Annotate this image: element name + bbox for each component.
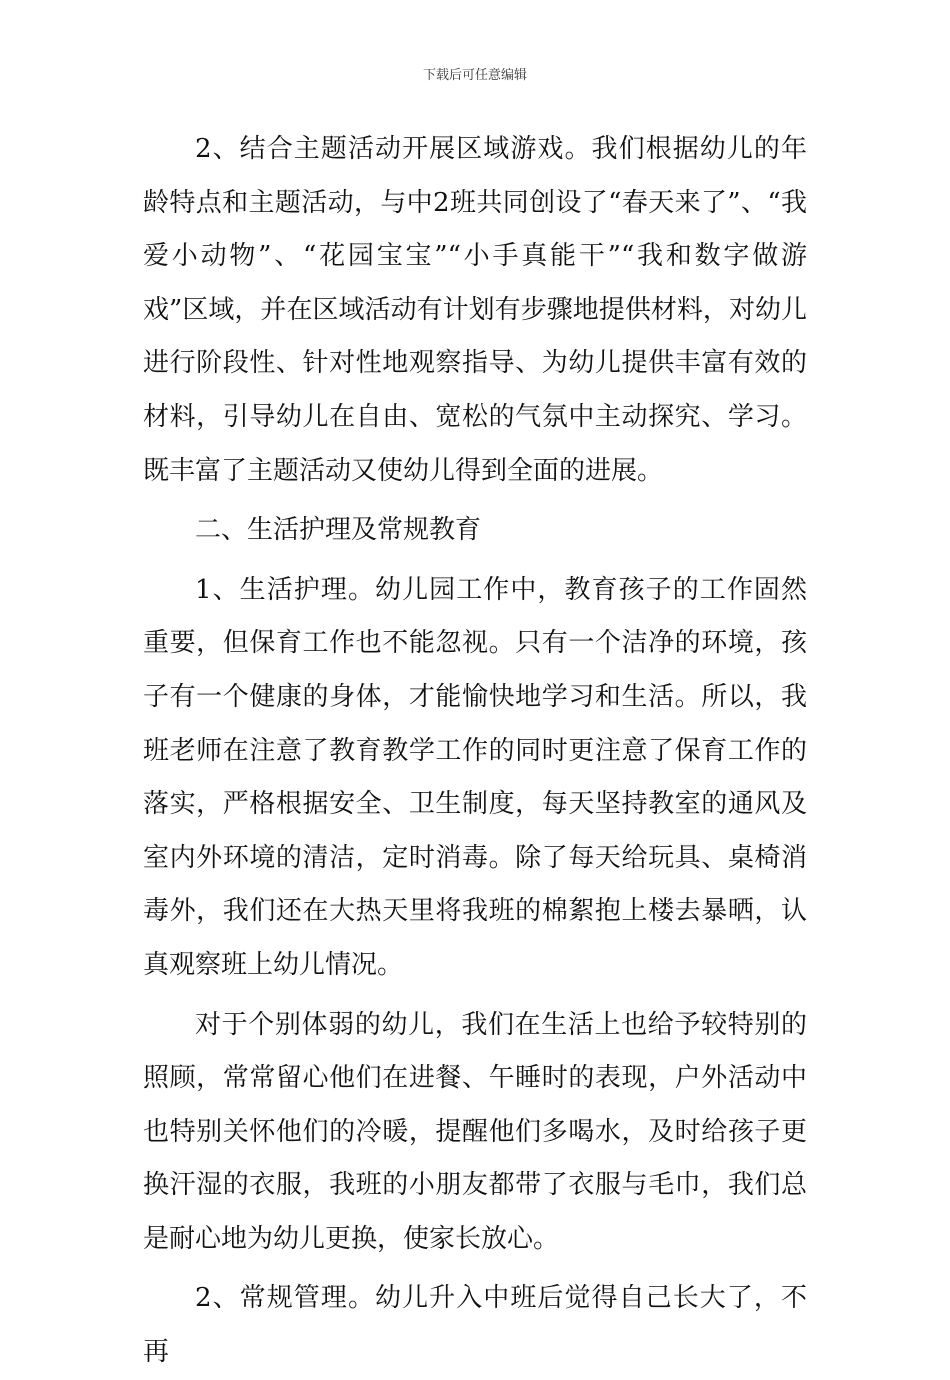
- document-body: [143, 123, 807, 1380]
- section-heading-life-care: 二、生活护理及常规教育: [195, 515, 482, 546]
- paragraph-life-care: 1、生活护理。幼儿园工作中，教育孩子的工作固然重要，但保育工作也不能忽视。只有一个洁净的环境，孩子有一个健康的身体，才能愉快地学习和生活。所以，我班老师在注意了教育教学工作的同时更注意了保育工作的落实，严格根据安全、卫生制度，每天坚持教室的通风及室内外环境的清洁，定时消毒。除了每天给玩具、桌椅消毒外，我们还在大热天里将我班的棉絮抱上楼去暴晒，认真观察班上幼儿情况。: [143, 574, 807, 980]
- paragraph-regional-games: 2、结合主题活动开展区域游戏。我们根据幼儿的年龄特点和主题活动，与中2班共同创设了“春天来了”、“我爱小动物”、“花园宝宝”“小手真能干”“我和数字做游戏”区域，并在区域活动有计划有步骤地提供材料，对幼儿进行阶段性、针对性地观察指导、为幼儿提供丰富有效的材料，引导幼儿在自由、宽松的气氛中主动探究、学习。既丰富了主题活动又使幼儿得到全面的进展。: [143, 134, 807, 486]
- page-header: 下载后可任意编辑: [422, 68, 527, 83]
- paragraph-routine-management: 2、常规管理。幼儿升入中班后觉得自己长大了，不再: [143, 1283, 807, 1368]
- paragraph-weak-children: 对于个别体弱的幼儿，我们在生活上也给予较特别的照顾，常常留心他们在进餐、午睡时的表现，户外活动中也特别关怀他们的冷暖，提醒他们多喝水，及时给孩子更换汗湿的衣服，我班的小朋友都带了衣服与毛巾，我们总是耐心地为幼儿更换，使家长放心。: [143, 1009, 807, 1254]
